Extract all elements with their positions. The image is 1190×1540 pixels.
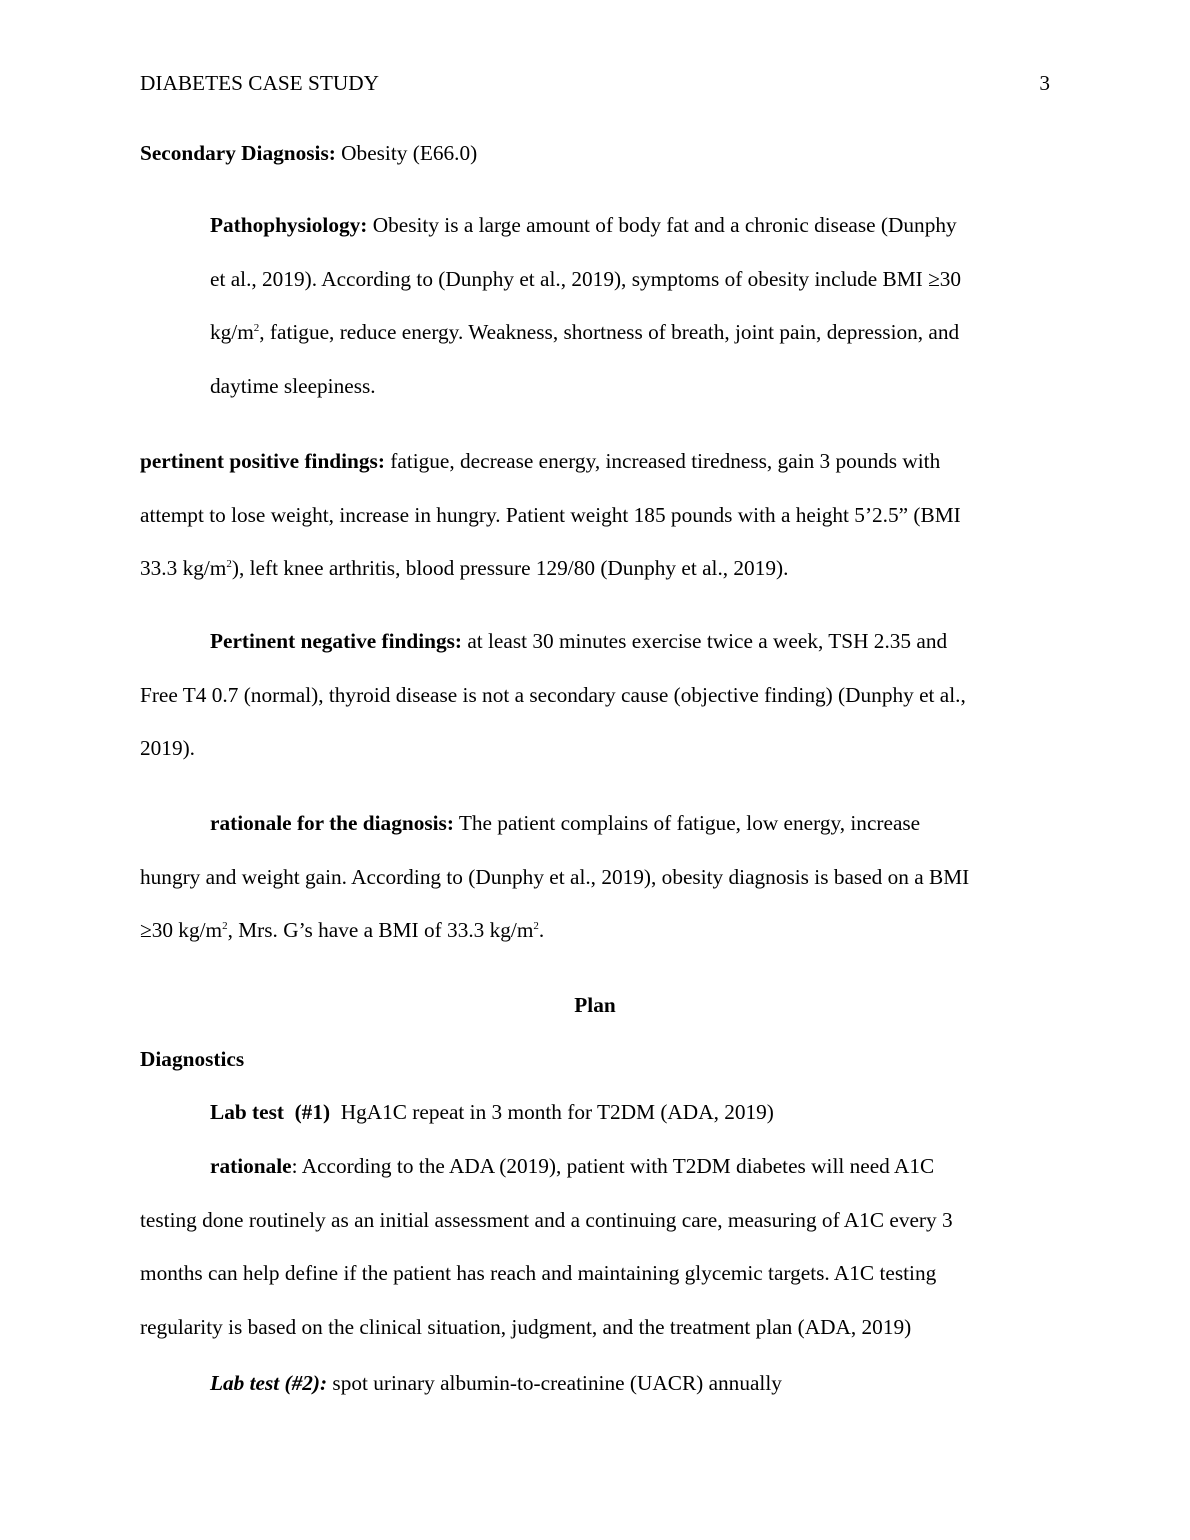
lab-rationale-paragraph (140, 1140, 1050, 1354)
lab-test-2 (210, 1370, 1050, 1396)
running-head: DIABETES CASE STUDY (140, 71, 380, 95)
secondary-diagnosis-text: Obesity (E66.0) (335, 141, 478, 165)
lab-test-1-text: HgA1C repeat in 3 month for T2DM (ADA, 2019) (330, 1100, 774, 1124)
pathophysiology-line3-pre: kg/m (210, 320, 254, 344)
lab-rationale-line2: testing done routinely as an initial assessment and a continuing care, measuring of A1C every 3 (140, 1207, 953, 1232)
rationale-diagnosis-line3-b: , Mrs. G’s have a BMI of 33.3 kg/m (227, 918, 534, 942)
rationale-diagnosis-paragraph (140, 797, 1050, 958)
rationale-diagnosis-label: rationale for the diagnosis: (210, 811, 454, 835)
superscript: 2 (253, 322, 260, 334)
secondary-diagnosis-label: Secondary Diagnosis: (140, 141, 336, 165)
pertinent-negative-line2: Free T4 0.7 (normal), thyroid disease is not a secondary cause (objective finding) (Dunphy et al., (140, 682, 966, 707)
lab-rationale-label: rationale (210, 1154, 292, 1178)
pathophysiology-label: Pathophysiology: (210, 213, 368, 237)
pertinent-positive-line1: fatigue, decrease energy, increased tiredness, gain 3 pounds with (384, 449, 941, 473)
pertinent-negative-label: Pertinent negative findings: (210, 629, 462, 653)
pertinent-negative-line1: at least 30 minutes exercise twice a week, TSH 2.35 and (462, 629, 948, 653)
lab-rationale-line4: regularity is based on the clinical situation, judgment, and the treatment plan (ADA, 2019) (140, 1314, 912, 1339)
pathophysiology-line3-post: , fatigue, reduce energy. Weakness, shortness of breath, joint pain, depression, and (259, 320, 960, 344)
pathophysiology-paragraph (210, 199, 1050, 413)
pathophysiology-line1: Obesity is a large amount of body fat and a chronic disease (Dunphy (367, 213, 957, 237)
lab-test-2-label: Lab test (#2): (210, 1371, 328, 1395)
page-number: 3 (1039, 71, 1050, 95)
pertinent-negative-line3: 2019). (140, 736, 196, 760)
lab-rationale-line3: months can help define if the patient has reach and maintaining glycemic targets. A1C testing (140, 1261, 937, 1285)
secondary-diagnosis (140, 140, 1050, 166)
lab-rationale-line1: : According to the ADA (2019), patient with T2DM diabetes will need A1C (291, 1154, 935, 1178)
lab-test-1 (210, 1099, 1050, 1125)
rationale-diagnosis-line3-c: . (538, 918, 545, 942)
rationale-diagnosis-line3-a: ≥30 kg/m (140, 918, 223, 942)
rationale-diagnosis-line2: hungry and weight gain. According to (Dunphy et al., 2019), obesity diagnosis is based on a BMI (140, 864, 970, 889)
pertinent-negative-paragraph (140, 615, 1050, 776)
superscript: 2 (533, 920, 539, 932)
pertinent-positive-line3-post: ), left knee arthritis, blood pressure 129/80 (Dunphy et al., 2019). (231, 556, 789, 580)
pertinent-positive-paragraph (140, 435, 1050, 596)
pathophysiology-line2: et al., 2019). According to (Dunphy et al., 2019), symptoms of obesity include BMI ≥30 (210, 266, 962, 291)
lab-test-2-text: spot urinary albumin-to-creatinine (UACR) annually (327, 1371, 782, 1395)
lab-test-1-label: Lab test (#1) (210, 1100, 331, 1124)
diagnostics-heading (140, 1046, 1050, 1072)
superscript: 2 (226, 558, 232, 570)
pathophysiology-line4: daytime sleepiness. (210, 373, 376, 398)
pertinent-positive-line2: attempt to lose weight, increase in hungry. Patient weight 185 pounds with a height 5’2.5” (BMI (140, 502, 961, 527)
plan-heading (140, 992, 1050, 1018)
plan-heading-text: Plan (574, 993, 616, 1017)
superscript: 2 (222, 920, 228, 932)
diagnostics-heading-text: Diagnostics (140, 1047, 245, 1071)
pertinent-positive-label: pertinent positive findings: (140, 449, 385, 473)
rationale-diagnosis-line1: The patient complains of fatigue, low energy, increase (453, 811, 921, 835)
pertinent-positive-line3-pre: 33.3 kg/m (140, 556, 227, 580)
